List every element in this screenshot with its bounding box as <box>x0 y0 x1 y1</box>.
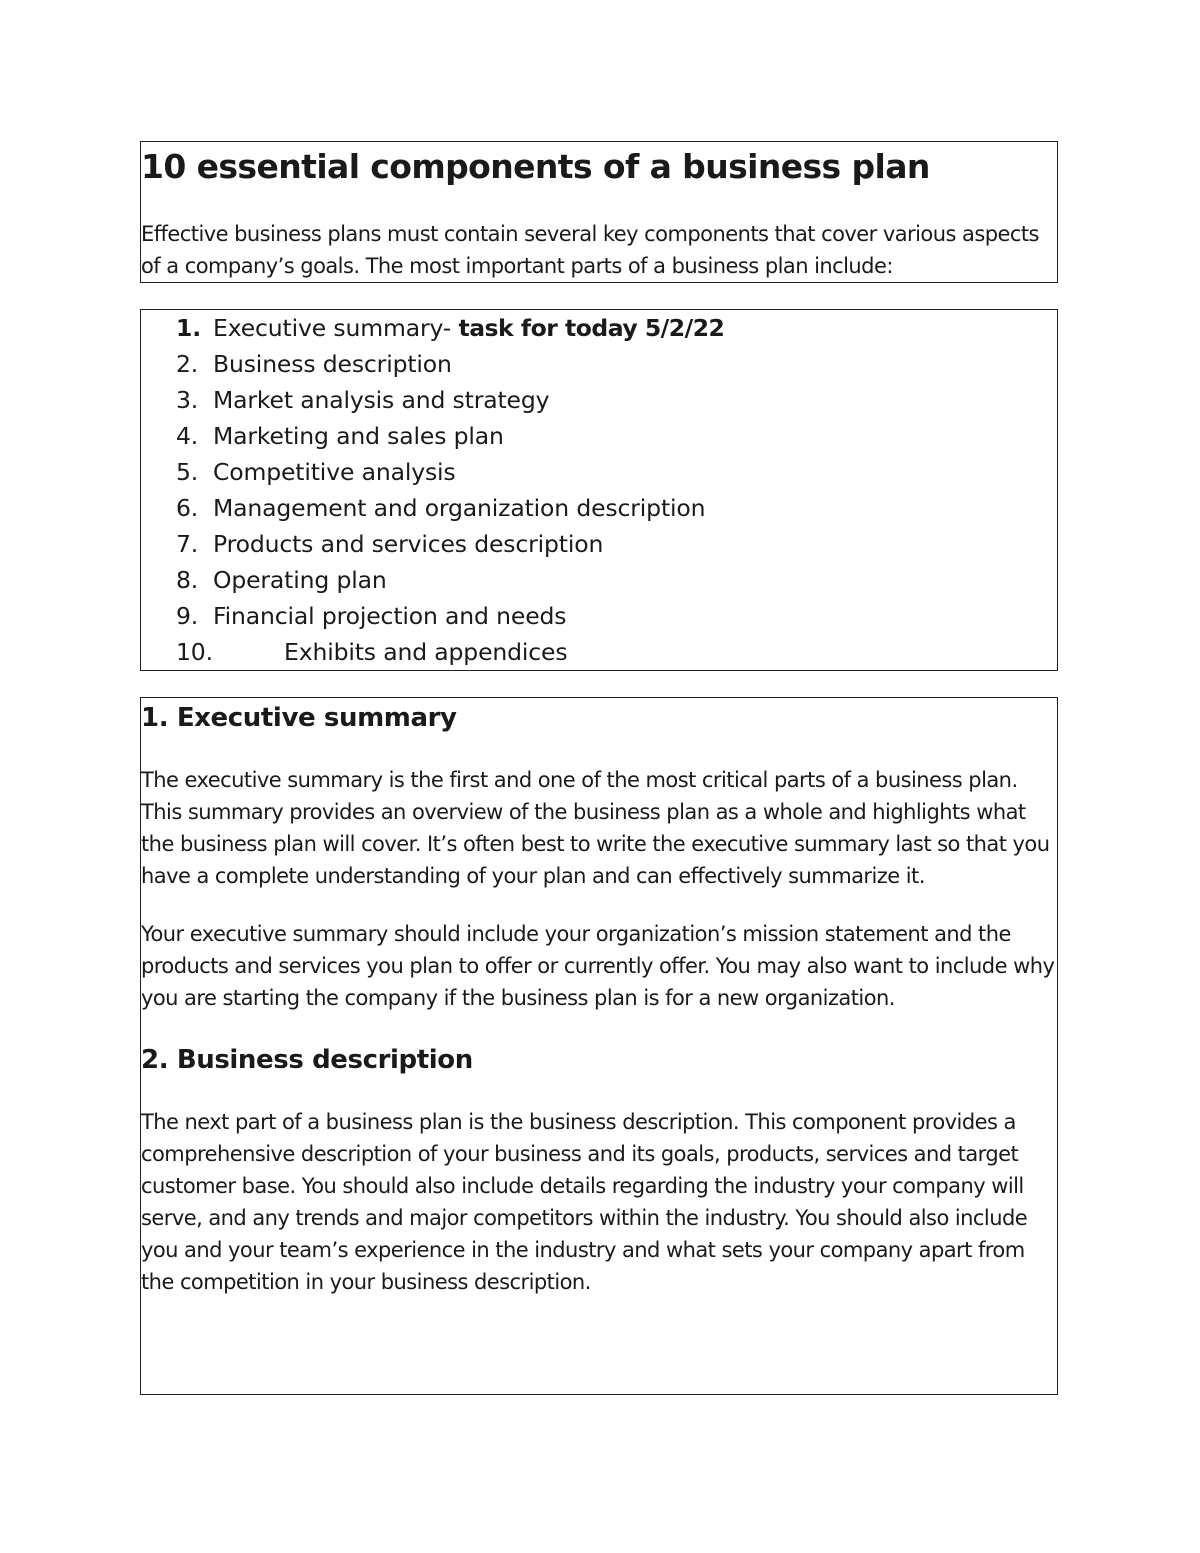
list-item-number: 10. <box>176 638 213 666</box>
list-item-label: Management and organization description <box>213 494 706 522</box>
list-item-label: Competitive analysis <box>213 458 456 486</box>
list-item-label: Financial projection and needs <box>213 602 567 630</box>
list-item-number: 6. <box>176 494 199 522</box>
task-note: task for today 5/2/22 <box>458 314 725 342</box>
list-item <box>176 310 1057 346</box>
list-item <box>176 418 1057 454</box>
components-list <box>141 310 1057 670</box>
list-item-label: Products and services description <box>213 530 604 558</box>
section-heading: 1. Executive summary <box>141 703 457 733</box>
list-item-label: Market analysis and strategy <box>213 386 550 414</box>
components-list-box <box>140 309 1058 671</box>
list-item <box>176 490 1057 526</box>
list-item-number: 7. <box>176 530 199 558</box>
section-heading: 2. Business description <box>141 1045 473 1075</box>
list-item-number: 8. <box>176 566 199 594</box>
section-paragraph: Your executive summary should include your organization’s mission statement and the products and services you plan to offer or currently offer. You may also want to include why you are starting the company if the business plan is for a new organization. <box>141 922 1055 1010</box>
list-item <box>176 634 1057 670</box>
list-item-number: 5. <box>176 458 199 486</box>
list-item-number: 1. <box>176 314 201 342</box>
list-item-number: 4. <box>176 422 199 450</box>
list-item-label: Exhibits and appendices <box>284 638 568 666</box>
intro-box <box>140 141 1058 283</box>
list-item <box>176 346 1057 382</box>
list-item-label: Executive summary- <box>213 314 459 342</box>
intro-paragraph: Effective business plans must contain several key components that cover various aspects of a company’s goals. The most important parts of a business plan include: <box>141 222 1039 278</box>
list-item-number: 3. <box>176 386 199 414</box>
list-item <box>176 598 1057 634</box>
section-paragraph: The next part of a business plan is the business description. This component provides a comprehensive description of your business and its goals, products, services and target customer base. You should also include details regarding the industry your company will serve, and any trends and major competitors within the industry. You should also include you and your team’s experience in the industry and what sets your company apart from the competition in your business description. <box>141 1110 1028 1294</box>
list-item-label: Operating plan <box>213 566 387 594</box>
section-details-box <box>140 697 1058 1395</box>
section-paragraph: The executive summary is the first and one of the most critical parts of a business plan. This summary provides an overview of the business plan as a whole and highlights what the business plan will cover. It’s often best to write the executive summary last so that you have a complete understanding of your plan and can effectively summarize it. <box>141 768 1050 888</box>
list-item-label: Business description <box>213 350 452 378</box>
list-item-number: 2. <box>176 350 199 378</box>
list-item <box>176 382 1057 418</box>
document-title: 10 essential components of a business plan <box>141 147 930 186</box>
list-item <box>176 562 1057 598</box>
list-item-number: 9. <box>176 602 199 630</box>
list-item-label: Marketing and sales plan <box>213 422 504 450</box>
list-item <box>176 526 1057 562</box>
list-item <box>176 454 1057 490</box>
